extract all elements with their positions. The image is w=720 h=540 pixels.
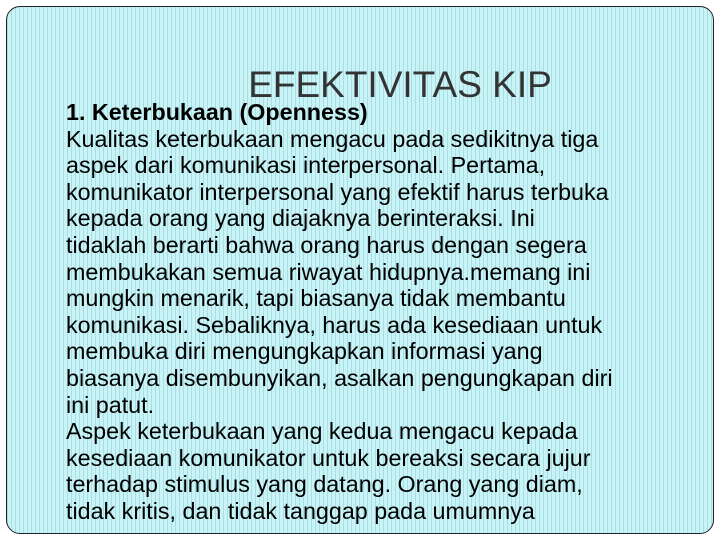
body-line: aspek dari komunikasi interpersonal. Pertama, (66, 152, 546, 179)
body-line: terhadap stimulus yang datang. Orang yang diam, (66, 471, 583, 498)
body-line: tidak kritis, dan tidak tanggap pada umumnya (66, 497, 535, 524)
body-line: biasanya disembunyikan, asalkan pengungkapan diri (66, 364, 613, 391)
body-line: Kualitas keterbukaan mengacu pada sedikitnya tiga (66, 125, 599, 152)
body-line: membukakan semua riwayat hidupnya.memang ini (66, 258, 591, 285)
body-line: komunikasi. Sebaliknya, harus ada kesediaan untuk (66, 311, 603, 338)
body-line: mungkin menarik, tapi biasanya tidak membantu (66, 285, 566, 312)
body-line: tidaklah berarti bahwa orang harus dengan segera (66, 231, 587, 258)
slide-title: EFEKTIVITAS KIP (248, 64, 552, 105)
body-line: komunikator interpersonal yang efektif harus terbuka (66, 178, 609, 205)
slide-body (66, 99, 706, 525)
body-line: kesediaan komunikator untuk bereaksi secara jujur (66, 444, 591, 471)
body-line: membuka diri mengungkapkan informasi yang (66, 338, 543, 365)
body-line: Aspek keterbukaan yang kedua mengacu kepada (66, 418, 578, 445)
slide-frame (6, 6, 714, 534)
section-heading: 1. Keterbukaan (Openness) (66, 99, 368, 125)
body-line: kepada orang yang diajaknya berinteraksi. Ini (66, 205, 535, 232)
body-line: ini patut. (66, 391, 155, 418)
